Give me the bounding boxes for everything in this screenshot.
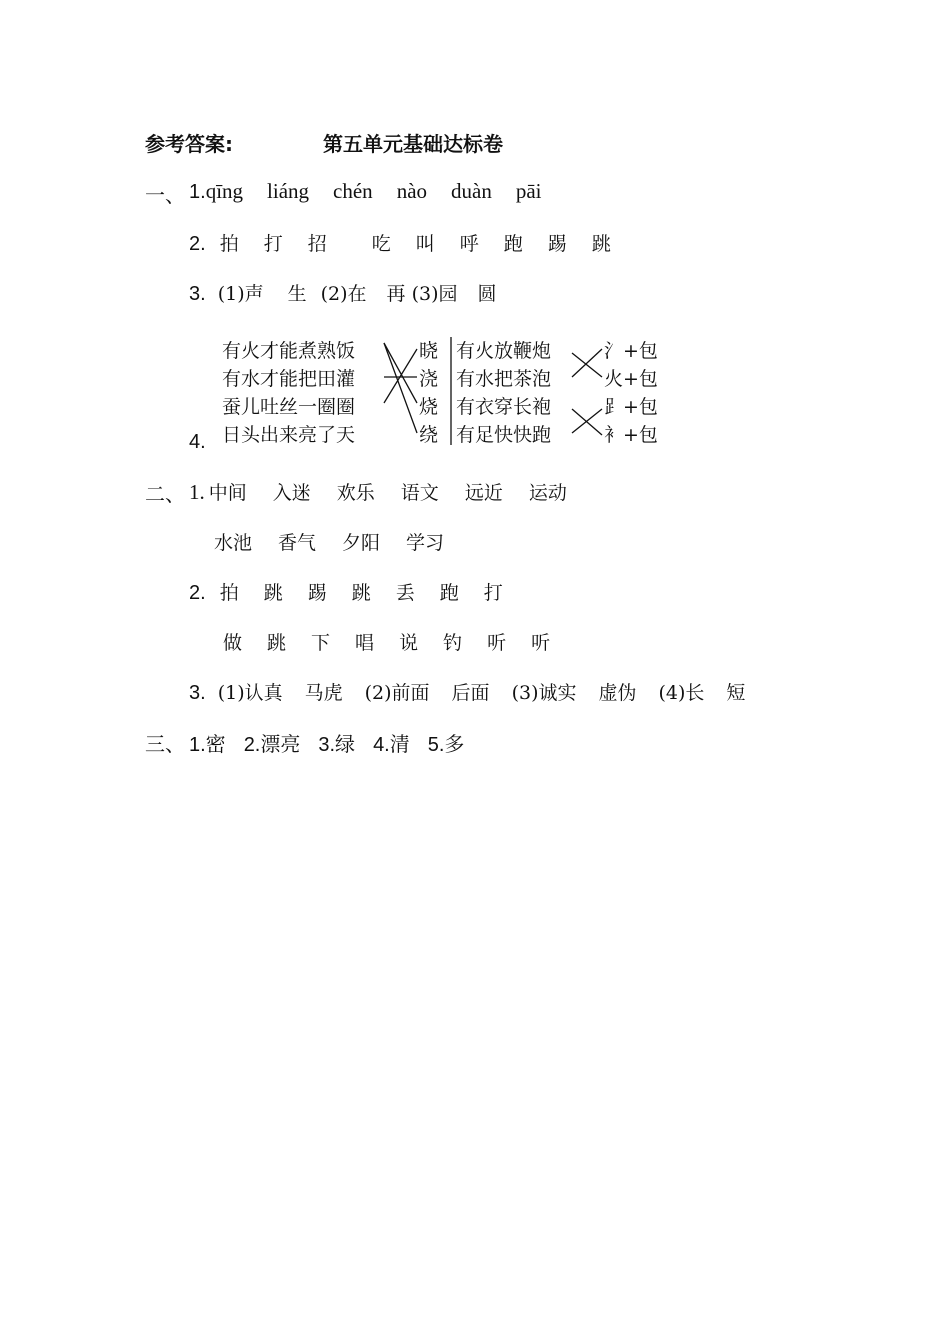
answer-item: 2.漂亮 [243,734,301,756]
pinyin-item: chén [333,179,373,203]
s2-q1-number: 1. [189,480,205,504]
match-mid-char: 绕 [419,424,439,446]
answer-char: 听 [487,632,507,654]
match-mid-char: 烧 [419,396,439,418]
s1-q2-number: 2. [189,233,206,255]
section-3-number: 三、 [145,734,185,756]
match-radical: 火+包 [604,368,658,390]
s1-q3 [189,279,497,306]
pinyin-item: liáng [267,179,310,203]
s2-q3-number: 3. [189,682,206,704]
word-item: 远近 [464,482,503,504]
pinyin-item: nào [396,179,428,203]
s2-q2-number: 2. [189,582,206,604]
answer-char: 踢 [307,582,327,604]
word-item: 学习 [406,532,445,554]
answer-part: (2)在 [320,283,367,305]
answer-char: 跳 [267,632,287,654]
s2-q3 [189,678,745,705]
answer-part: 虚伪 [598,682,637,704]
answer-char: 唱 [355,632,375,654]
answer-char: 跳 [351,582,371,604]
answer-char: 说 [399,632,419,654]
word-item: 入迷 [272,482,311,504]
match-left-item: 蚕儿吐丝一圈圈 [222,396,356,418]
answer-char: 打 [263,233,283,255]
answer-part: (3)园 [411,283,458,305]
answer-char: 丢 [395,582,415,604]
section-1-number: 一、 [145,185,185,207]
section-2-number: 二、 [145,484,185,506]
match-right-item: 有足快快跑 [456,424,552,446]
answer-char: 踢 [547,233,567,255]
answer-char: 听 [531,632,551,654]
word-item: 中间 [208,482,247,504]
answer-char: 跑 [439,582,459,604]
answer-char: 跳 [263,582,283,604]
pinyin-item: qīng [205,179,244,203]
s1-q2 [189,229,611,256]
s1-q1 [189,179,542,204]
answer-part: 后面 [451,682,490,704]
answer-part: (1)声 [217,283,264,305]
answer-part: 马虎 [304,682,343,704]
s2-q1-row2 [214,528,444,555]
answer-part: (3)诚实 [511,682,577,704]
answer-char: 下 [311,632,331,654]
answer-char: 跳 [591,233,611,255]
answer-char: 钓 [443,632,463,654]
word-item: 欢乐 [336,482,375,504]
answer-char: 打 [483,582,503,604]
answer-char: 招 [307,233,327,255]
answer-key-label: 参考答案: [145,132,233,156]
answer-part: (2)前面 [364,682,430,704]
s2-q1-row1 [189,478,567,505]
answer-char: 拍 [219,582,239,604]
answer-char: 跑 [503,233,523,255]
answer-part: (1)认真 [217,682,283,704]
match-left-item: 有火才能煮熟饭 [222,340,356,362]
matching-diagram [222,333,662,449]
match-radical: 氵+包 [604,340,658,362]
s2-q2-row2 [223,628,550,655]
answer-item: 3.绿 [318,734,356,756]
answer-item: 5.多 [427,734,465,756]
s3-answers [189,728,464,757]
word-item: 香气 [278,532,317,554]
answer-item: 1.密 [189,734,226,756]
match-right-item: 有衣穿长袍 [456,396,552,418]
match-left-item: 有水才能把田灌 [222,368,356,390]
word-item: 运动 [528,482,567,504]
answer-part: 短 [726,682,746,704]
s1-q3-number: 3. [189,283,206,305]
match-radical: 衤+包 [604,424,658,446]
answer-part: (4)长 [658,682,705,704]
word-item: 语文 [400,482,439,504]
match-left-item: 日头出来亮了天 [222,424,356,446]
match-radical: ⻊+包 [604,396,658,418]
pinyin-item: pāi [515,179,542,203]
match-mid-char: 晓 [419,340,439,362]
pinyin-item: duàn [451,179,492,203]
s2-q2-row1 [189,578,503,605]
answer-char: 做 [223,632,243,654]
answer-char: 叫 [415,233,435,255]
answer-char: 拍 [219,233,239,255]
match-right-item: 有火放鞭炮 [456,340,552,362]
answer-part: 生 [287,283,307,305]
s1-q4-number: 4. [189,431,206,453]
answer-item: 4.清 [373,734,410,756]
match-right-item: 有水把茶泡 [456,368,552,390]
page-title: 第五单元基础达标卷 [323,132,503,156]
answer-char: 吃 [371,233,391,255]
word-item: 夕阳 [342,532,381,554]
answer-part: 圆 [477,283,497,305]
answer-char: 呼 [459,233,479,255]
answer-part: 再 [386,283,406,305]
match-mid-char: 浇 [419,368,439,390]
word-item: 水池 [214,532,253,554]
s1-q1-number: 1. [189,181,206,203]
